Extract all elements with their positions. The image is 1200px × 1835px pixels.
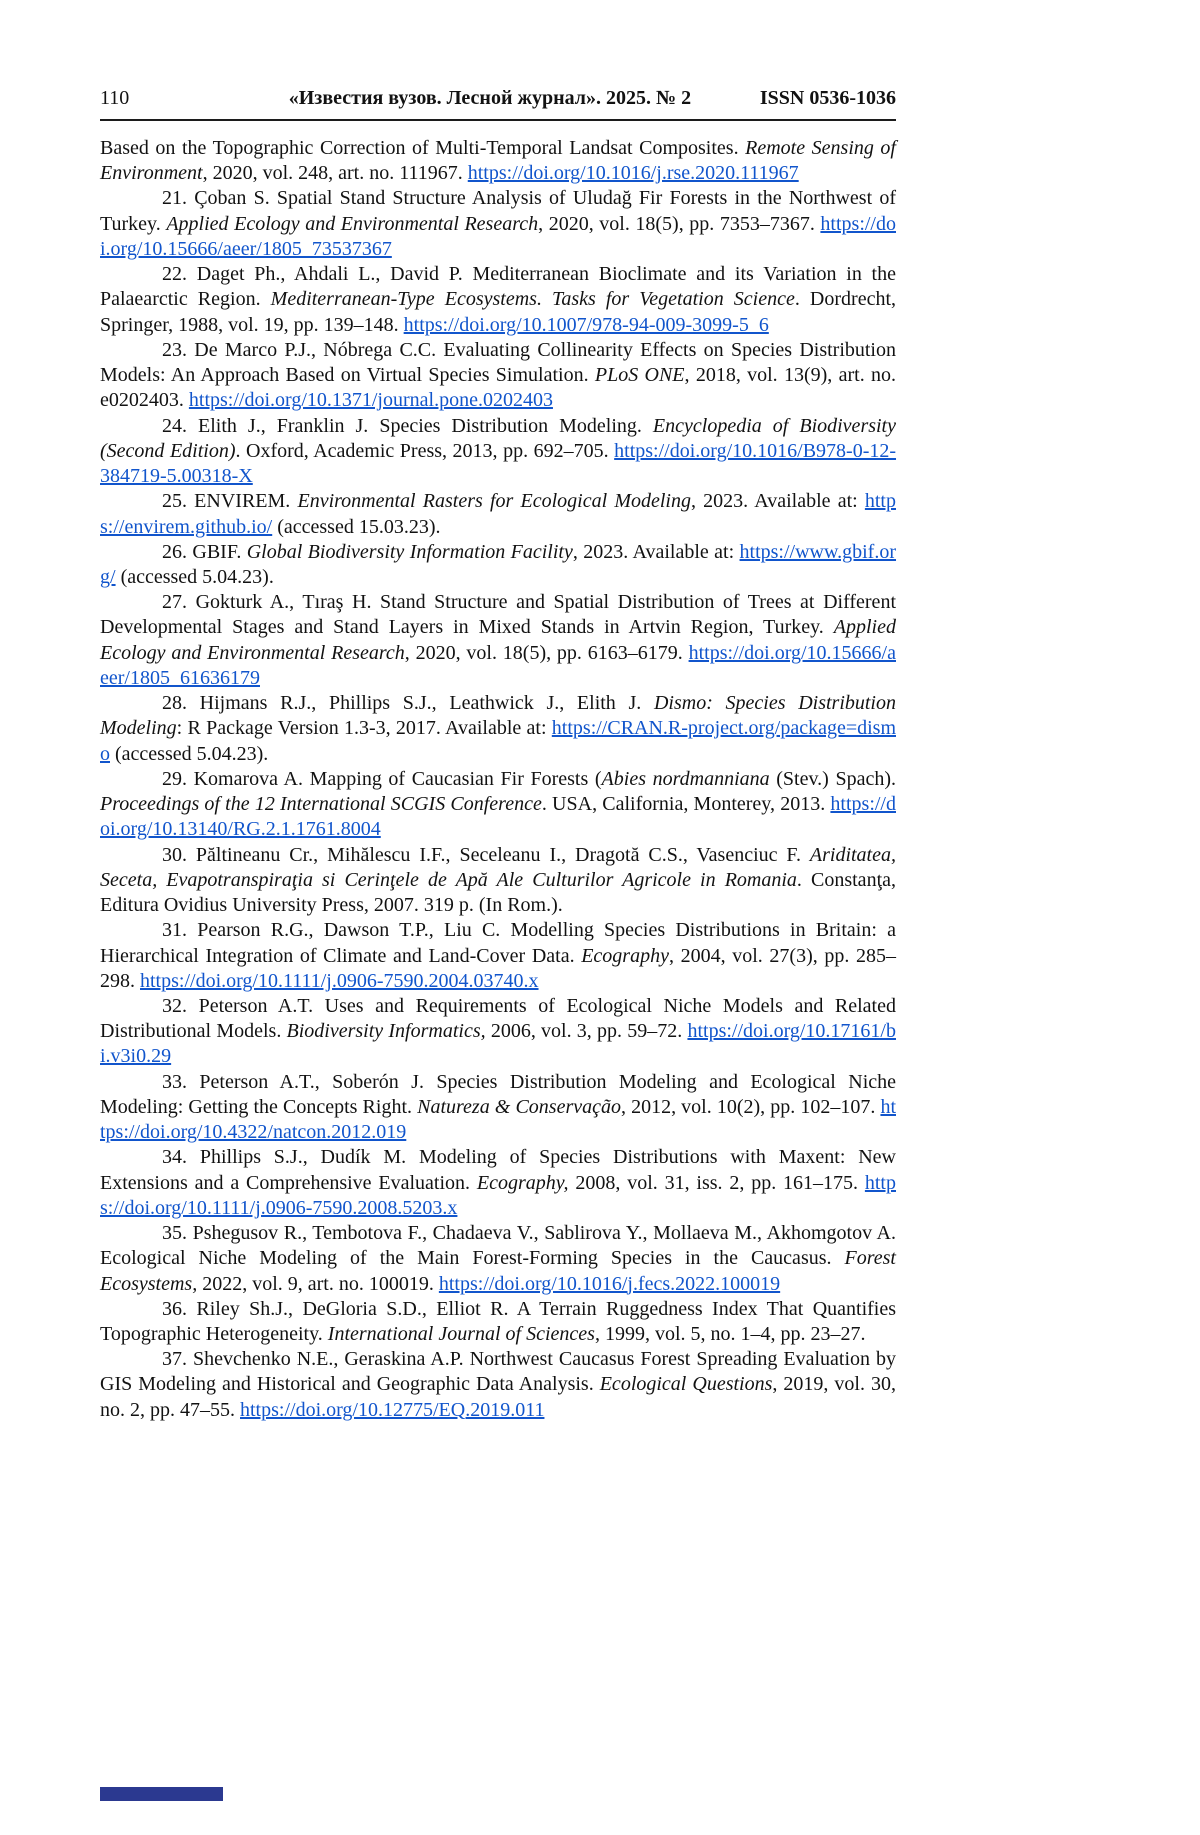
reference-item bbox=[100, 262, 896, 338]
issn-label: ISSN 0536-1036 bbox=[759, 87, 896, 109]
reference-item bbox=[100, 994, 896, 1070]
reference-source-title: Applied Ecology and Environmental Research bbox=[166, 212, 539, 235]
reference-text: . Dordrecht, Springer, 1988, vol. 19, pp. 139–148. bbox=[100, 288, 896, 336]
reference-url-link[interactable]: https://doi.org/10.1016/j.rse.2020.111967 bbox=[467, 162, 799, 185]
reference-item bbox=[100, 1145, 896, 1221]
reference-text: , 2019, vol. 30, no. 2, pp. 47–55. bbox=[100, 1373, 897, 1421]
reference-source-title: Ariditatea, Seceta, Evapotranspiraţia si Cerinţele de Apă Ale Culturilor Agricole in Romania bbox=[100, 843, 896, 891]
reference-url-link[interactable]: https://doi.org/10.1111/j.0906-7590.2008.5203.x bbox=[100, 1171, 896, 1219]
reference-text: 34. Phillips S.J., Dudík M. Modeling of Species Distributions with Maxent: New Extensions and a Comprehensive Evaluation. bbox=[100, 1146, 896, 1194]
reference-text: : R Package Version 1.3-3, 2017. Available at: bbox=[176, 717, 552, 740]
references-list bbox=[100, 136, 896, 1423]
reference-text: 26. GBIF. bbox=[162, 540, 247, 563]
reference-item bbox=[100, 767, 896, 843]
reference-text: 37. Shevchenko N.E., Geraskina A.P. Northwest Caucasus Forest Spreading Evaluation by GIS Modeling and Historical and Geographic Data Analysis. bbox=[100, 1348, 896, 1396]
reference-text: 23. De Marco P.J., Nóbrega C.C. Evaluating Collinearity Effects on Species Distribution Models: An Approach Based on Virtual Species Simulation. bbox=[100, 338, 896, 387]
reference-url-link[interactable]: https://doi.org/10.1111/j.0906-7590.2004.03740.x bbox=[140, 969, 539, 992]
reference-text: , 2018, vol. 13(9), art. no. e0202403. bbox=[100, 364, 896, 412]
reference-text: , 2023. Available at: bbox=[572, 540, 740, 563]
reference-source-title: Environmental Rasters for Ecological Modeling bbox=[297, 490, 691, 513]
reference-source-title: Biodiversity Informatics, bbox=[286, 1020, 486, 1043]
reference-url-link[interactable]: https://doi.org/10.1016/B978-0-12-384719-5.00318-X bbox=[100, 439, 897, 488]
reference-item bbox=[100, 843, 896, 919]
reference-text: (accessed 5.04.23). bbox=[110, 742, 269, 765]
reference-text: 29. Komarova A. Mapping of Caucasian Fir Forests ( bbox=[162, 767, 602, 790]
reference-text: , 2020, vol. 18(5), pp. 7353–7367. bbox=[538, 212, 821, 235]
reference-url-link[interactable]: https://doi.org/10.4322/natcon.2012.019 bbox=[100, 1095, 896, 1144]
reference-text: , 2004, vol. 27(3), pp. 285–298. bbox=[100, 944, 896, 992]
reference-url-link[interactable]: https://doi.org/10.17161/bi.v3i0.29 bbox=[100, 1020, 896, 1068]
reference-text: 2006, vol. 3, pp. 59–72. bbox=[485, 1020, 688, 1043]
reference-item bbox=[100, 136, 896, 186]
reference-item bbox=[100, 691, 896, 767]
journal-title: «Известия вузов. Лесной журнал». 2025. № 2 bbox=[288, 87, 692, 109]
reference-url-link[interactable]: https://www.gbif.org/ bbox=[100, 540, 897, 588]
reference-text: (accessed 15.03.23). bbox=[272, 515, 441, 538]
reference-text: 25. ENVIREM. bbox=[162, 490, 298, 513]
reference-url-link[interactable]: https://doi.org/10.13140/RG.2.1.1761.8004 bbox=[100, 793, 896, 841]
reference-item bbox=[100, 540, 896, 590]
reference-source-title: PLoS ONE bbox=[594, 364, 685, 387]
page-number: 110 bbox=[100, 87, 130, 109]
reference-text: 2022, vol. 9, art. no. 100019. bbox=[197, 1272, 439, 1295]
reference-url-link[interactable]: https://doi.org/10.12775/EQ.2019.011 bbox=[240, 1398, 545, 1421]
reference-text: 33. Peterson A.T., Soberón J. Species Distribution Modeling and Ecological Niche Modeling: Getting the Concepts Right. bbox=[100, 1070, 896, 1118]
reference-text: 2008, vol. 31, iss. 2, pp. 161–175. bbox=[568, 1171, 865, 1194]
reference-url-link[interactable]: https://envirem.github.io/ bbox=[100, 490, 896, 538]
reference-item bbox=[100, 1221, 896, 1297]
reference-text: , 2012, vol. 10(2), pp. 102–107. bbox=[621, 1095, 881, 1118]
reference-text: , 2023. Available at: bbox=[690, 490, 865, 513]
reference-text: , 2020, vol. 248, art. no. 111967. bbox=[202, 162, 468, 185]
reference-source-title: Ecological Questions bbox=[599, 1373, 773, 1396]
reference-source-title: Global Biodiversity Information Facility bbox=[246, 540, 573, 563]
reference-text: Based on the Topographic Correction of Multi-Temporal Landsat Composites. bbox=[100, 137, 746, 159]
reference-item bbox=[100, 186, 896, 262]
reference-text: 32. Peterson A.T. Uses and Requirements of Ecological Niche Models and Related Distributional Models. bbox=[100, 994, 896, 1043]
reference-source-title: Applied Ecology and Environmental Research bbox=[100, 616, 896, 664]
reference-source-title: Ecography, bbox=[476, 1171, 569, 1194]
reference-text: 35. Pshegusov R., Tembotova F., Chadaeva V., Sablirova Y., Mollaeva M., Akhomgotov A. Ecological Niche Modeling of the Main Forest-Forming Species in the Caucasus. bbox=[100, 1222, 896, 1270]
reference-text: 27. Gokturk A., Tıraş H. Stand Structure and Spatial Distribution of Trees at Different Developmental Stages and Stand Layers in Mixed Stands in Artvin Region, Turkey. bbox=[100, 591, 896, 639]
reference-text: 28. Hijmans R.J., Phillips S.J., Leathwick J., Elith J. bbox=[162, 692, 654, 715]
reference-source-title: Forest Ecosystems, bbox=[100, 1247, 896, 1295]
header-rule bbox=[100, 119, 896, 121]
reference-text: 31. Pearson R.G., Dawson T.P., Liu C. Modelling Species Distributions in Britain: a Hierarchical Integration of Climate and Land-Cover Data. bbox=[100, 919, 896, 967]
reference-text: (accessed 5.04.23). bbox=[115, 565, 274, 588]
reference-source-title: Abies nordmanniana bbox=[601, 767, 770, 790]
reference-source-title: Natureza & Conservação bbox=[417, 1095, 621, 1118]
reference-source-title: Mediterranean-Type Ecosystems. Tasks for Vegetation Science bbox=[270, 288, 795, 311]
reference-text: 24. Elith J., Franklin J. Species Distribution Modeling. bbox=[162, 414, 653, 437]
reference-url-link[interactable]: https://CRAN.R-project.org/package=dismo bbox=[100, 717, 896, 765]
reference-source-title: Proceedings of the 12 International SCGIS Conference bbox=[100, 793, 542, 816]
reference-source-title: International Journal of Sciences bbox=[327, 1323, 595, 1346]
reference-text: 36. Riley Sh.J., DeGloria S.D., Elliot R. A Terrain Ruggedness Index That Quantifies Topographic Heterogeneity. bbox=[100, 1297, 896, 1346]
reference-text: , 1999, vol. 5, no. 1–4, pp. 23–27. bbox=[594, 1323, 866, 1346]
reference-source-title: Dismo: Species Distribution Modeling bbox=[100, 692, 896, 740]
reference-text: . Constanţa, Editura Ovidius University Press, 2007. 319 p. (In Rom.). bbox=[100, 868, 896, 917]
reference-item bbox=[100, 414, 896, 490]
reference-item bbox=[100, 590, 896, 691]
reference-text: (Stev.) Spach). bbox=[769, 767, 896, 790]
reference-text: 22. Daget Ph., Ahdali L., David P. Mediterranean Bioclimate and its Variation in the Palaearctic Region. bbox=[100, 263, 896, 311]
reference-text: , 2020, vol. 18(5), pp. 6163–6179. bbox=[404, 641, 689, 664]
reference-item bbox=[100, 489, 896, 539]
reference-text: . Oxford, Academic Press, 2013, pp. 692–705. bbox=[235, 439, 615, 462]
reference-item bbox=[100, 1070, 896, 1146]
reference-source-title: Remote Sensing of Environment bbox=[100, 137, 896, 185]
reference-source-title: Ecography bbox=[581, 944, 669, 967]
reference-item bbox=[100, 338, 896, 414]
reference-text: 30. Păltineanu Cr., Mihălescu I.F., Seceleanu I., Dragotă C.S., Vasenciuc F. bbox=[162, 843, 810, 866]
reference-text: 21. Çoban S. Spatial Stand Structure Analysis of Uludağ Fir Forests in the Northwest of Turkey. bbox=[100, 187, 896, 235]
running-header bbox=[100, 86, 896, 119]
reference-item bbox=[100, 1347, 896, 1423]
reference-url-link[interactable]: https://doi.org/10.1007/978-94-009-3099-5_6 bbox=[403, 313, 769, 336]
reference-url-link[interactable]: https://doi.org/10.15666/aeer/1805_73537367 bbox=[100, 212, 896, 260]
footer-bar bbox=[100, 1787, 223, 1801]
reference-source-title: Encyclopedia of Biodiversity (Second Edition) bbox=[100, 414, 896, 462]
reference-item bbox=[100, 1297, 896, 1347]
reference-item bbox=[100, 918, 896, 994]
reference-url-link[interactable]: https://doi.org/10.15666/aeer/1805_61636179 bbox=[100, 641, 896, 689]
page-content bbox=[100, 86, 896, 1423]
reference-text: . USA, California, Monterey, 2013. bbox=[541, 793, 831, 816]
reference-url-link[interactable]: https://doi.org/10.1016/j.fecs.2022.100019 bbox=[438, 1272, 781, 1295]
reference-url-link[interactable]: https://doi.org/10.1371/journal.pone.0202403 bbox=[188, 389, 553, 412]
